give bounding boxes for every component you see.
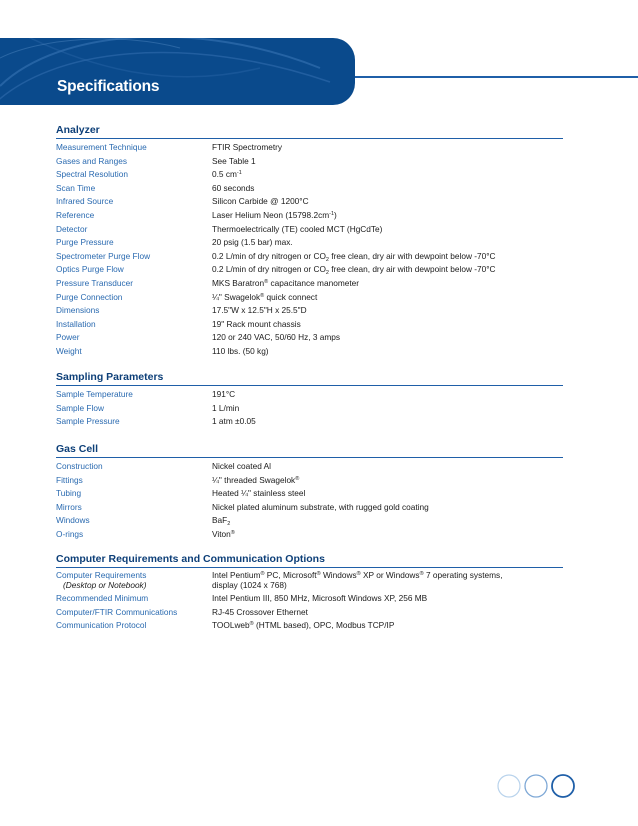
spec-label: Reference — [56, 209, 95, 220]
spec-label: Measurement Technique — [56, 142, 147, 152]
spec-rows — [56, 592, 563, 633]
registered-mark: ® — [419, 571, 424, 577]
section-computer-requirements — [56, 553, 563, 633]
circle-dark — [552, 775, 574, 797]
spec-row-infrared-source — [56, 195, 563, 209]
spec-value — [212, 528, 235, 542]
spec-value — [212, 155, 256, 169]
spec-value — [212, 388, 235, 402]
value-text: MKS Baratron — [212, 277, 265, 288]
value-text: 19" Rack mount chassis — [212, 318, 301, 329]
value-text-after: (HTML based), OPC, Modbus TCP/IP — [253, 620, 395, 631]
section-sampling-parameters — [56, 371, 563, 429]
value-text: See Table 1 — [212, 155, 256, 166]
spec-row-recommended-minimum — [56, 592, 563, 606]
spec-label: Optics Purge Flow — [56, 264, 124, 275]
spec-label: Dimensions — [56, 305, 100, 316]
section-divider — [56, 385, 563, 386]
spec-label: Recommended Minimum — [56, 593, 149, 603]
spec-row-dimensions — [56, 304, 563, 318]
value-text: 1 atm ±0.05 — [212, 416, 256, 427]
spec-table — [56, 460, 563, 542]
spec-row-computer-ftir-communications — [56, 606, 563, 620]
spec-label: Installation — [56, 318, 96, 329]
value-text: Silicon Carbide @ 1200°C — [212, 196, 309, 207]
spec-label: Detector — [56, 223, 88, 234]
spec-value — [212, 318, 301, 332]
value-part: Intel Pentium — [212, 570, 261, 580]
spec-row-mirrors — [56, 501, 563, 515]
spec-value — [212, 570, 503, 590]
spec-value — [212, 304, 307, 318]
value-text: 191°C — [212, 389, 236, 399]
spec-row-tubing — [56, 487, 563, 501]
registered-mark: ® — [356, 571, 361, 577]
spec-value — [212, 487, 305, 501]
spec-label — [56, 570, 146, 590]
spec-value — [212, 402, 239, 416]
spec-label: O-rings — [56, 528, 84, 539]
section-title: Gas Cell — [56, 443, 99, 455]
spec-label: Weight — [56, 345, 82, 356]
spec-value — [212, 606, 308, 620]
superscript: ® — [260, 292, 265, 299]
subscript: 2 — [325, 256, 329, 263]
spec-value — [212, 474, 299, 488]
value-text: 20 psig (1.5 bar) max. — [212, 237, 293, 248]
spec-label: Tubing — [56, 488, 82, 499]
value-text: 0.5 cm — [212, 169, 237, 180]
value-text: Heated ¼" stainless steel — [212, 488, 306, 499]
spec-label: Mirrors — [56, 501, 82, 512]
value-text: Intel Pentium III, 850 MHz, Microsoft Windows XP, 256 MB — [212, 593, 428, 603]
superscript: ® — [230, 529, 235, 536]
value-text: Laser Helium Neon (15798.2cm — [212, 209, 330, 220]
spec-row-spectral-resolution — [56, 168, 563, 182]
spec-row-construction — [56, 460, 563, 474]
value-text-after: free clean, dry air with dewpoint below -70°C — [328, 264, 496, 275]
section-title: Sampling Parameters — [56, 371, 164, 383]
value-text: 1 L/min — [212, 402, 240, 413]
section-title: Computer Requirements and Communication Options — [56, 553, 325, 565]
spec-table — [56, 141, 563, 359]
value-text: 17.5"W x 12.5"H x 25.5"D — [212, 305, 307, 316]
spec-row-communication-protocol — [56, 619, 563, 633]
value-text-after: quick connect — [264, 291, 318, 302]
value-text: ¼" Swagelok — [212, 291, 261, 302]
spec-value — [212, 236, 293, 250]
subscript: 2 — [325, 270, 329, 277]
value-text: RJ-45 Crossover Ethernet — [212, 606, 308, 617]
superscript: -1 — [329, 210, 335, 217]
value-text: FTIR Spectrometry — [212, 142, 283, 152]
spec-label: Sample Flow — [56, 402, 104, 413]
superscript: ® — [295, 475, 300, 482]
subscript: 2 — [227, 521, 231, 528]
registered-mark: ® — [260, 571, 265, 577]
spec-label: Communication Protocol — [56, 620, 147, 631]
value-text: ¼" threaded Swagelok — [212, 474, 296, 485]
spec-value — [212, 209, 337, 223]
spec-row-sample-temperature — [56, 388, 563, 402]
spec-value — [212, 514, 230, 528]
superscript: ® — [249, 621, 254, 628]
header-banner — [0, 38, 355, 105]
spec-sublabel: (Desktop or Notebook) — [63, 580, 147, 590]
spec-row-sample-pressure — [56, 415, 563, 429]
section-analyzer — [56, 124, 563, 359]
value-text: Thermoelectrically (TE) cooled MCT (HgCdTe) — [212, 223, 383, 234]
decorative-circles — [497, 773, 577, 799]
spec-row-weight — [56, 345, 563, 359]
spec-row-optics-purge-flow — [56, 263, 563, 277]
value-text: TOOLweb — [212, 620, 250, 631]
spec-row-pressure-transducer — [56, 277, 563, 291]
superscript: ® — [264, 278, 269, 285]
spec-label: Computer/FTIR Communications — [56, 606, 178, 617]
section-divider — [56, 457, 563, 458]
value-text-after: ) — [334, 209, 337, 220]
spec-label: Power — [56, 332, 80, 343]
value-text: Nickel coated Al — [212, 461, 272, 471]
spec-value — [212, 182, 254, 196]
spec-row-detector — [56, 223, 563, 237]
spec-value — [212, 277, 359, 291]
spec-label: Gases and Ranges — [56, 155, 128, 166]
spec-label: Sample Temperature — [56, 389, 133, 399]
spec-value — [212, 619, 394, 633]
spec-value — [212, 168, 242, 182]
spec-label: Infrared Source — [56, 196, 114, 207]
spec-row-o-rings — [56, 528, 563, 542]
spec-row-gases-and-ranges — [56, 155, 563, 169]
banner-swoosh-graphic — [0, 38, 355, 105]
spec-label: Spectrometer Purge Flow — [56, 250, 151, 261]
spec-label: Fittings — [56, 474, 83, 485]
spec-value — [212, 223, 382, 237]
circle-light — [498, 775, 520, 797]
spec-label: Pressure Transducer — [56, 277, 134, 288]
value-text: Viton — [212, 528, 231, 539]
spec-value — [212, 345, 269, 359]
spec-value — [212, 291, 317, 305]
value-part: 7 operating systems, — [423, 570, 503, 580]
value-part: XP or Windows — [360, 570, 420, 580]
spec-label: Scan Time — [56, 182, 96, 193]
superscript: -1 — [236, 170, 242, 177]
spec-value — [212, 415, 256, 429]
value-text: 60 seconds — [212, 182, 255, 193]
value-part: Windows — [320, 570, 357, 580]
spec-row-sample-flow — [56, 402, 563, 416]
spec-row-installation — [56, 318, 563, 332]
value-text: 110 lbs. (50 kg) — [212, 345, 269, 356]
section-divider — [56, 138, 563, 139]
page-title: Specifications — [57, 78, 160, 95]
section-divider — [56, 567, 563, 568]
spec-label: Sample Pressure — [56, 416, 120, 427]
spec-label: Construction — [56, 461, 103, 471]
value-text: 0.2 L/min of dry nitrogen or CO — [212, 250, 326, 261]
header-rule — [355, 76, 638, 78]
spec-table — [56, 388, 563, 429]
spec-label: Purge Connection — [56, 291, 123, 302]
section-gas-cell — [56, 443, 563, 542]
registered-mark: ® — [316, 571, 321, 577]
section-title: Analyzer — [56, 124, 100, 136]
value-text-after: capacitance manometer — [268, 277, 360, 288]
spec-label-text: Computer Requirements — [56, 570, 147, 580]
spec-value — [212, 592, 427, 606]
spec-row-windows — [56, 514, 563, 528]
spec-label: Purge Pressure — [56, 237, 114, 248]
value-text: 0.2 L/min of dry nitrogen or CO — [212, 264, 326, 275]
spec-value — [212, 501, 429, 515]
spec-value — [212, 263, 496, 277]
spec-row-spectrometer-purge-flow — [56, 250, 563, 264]
spec-row-measurement-technique — [56, 141, 563, 155]
value-text: 120 or 240 VAC, 50/60 Hz, 3 amps — [212, 332, 341, 343]
value-part: PC, Microsoft — [264, 570, 317, 580]
spec-row-computer-requirements — [56, 570, 563, 592]
circle-medium — [525, 775, 547, 797]
value-text-after: free clean, dry air with dewpoint below -70°C — [328, 250, 496, 261]
value-text: Nickel plated aluminum substrate, with rugged gold coating — [212, 501, 429, 512]
spec-value — [212, 331, 340, 345]
spec-row-power — [56, 331, 563, 345]
spec-row-reference — [56, 209, 563, 223]
spec-value — [212, 460, 271, 474]
spec-row-purge-pressure — [56, 236, 563, 250]
spec-row-fittings — [56, 474, 563, 488]
spec-value-line1 — [212, 570, 503, 580]
spec-value — [212, 141, 282, 155]
spec-row-scan-time — [56, 182, 563, 196]
spec-value — [212, 195, 309, 209]
spec-label: Spectral Resolution — [56, 169, 128, 180]
spec-row-purge-connection — [56, 291, 563, 305]
spec-table — [56, 570, 563, 633]
value-text: BaF — [212, 515, 228, 526]
spec-value — [212, 250, 496, 264]
spec-label: Windows — [56, 515, 90, 526]
spec-value-line2: display (1024 x 768) — [212, 580, 287, 590]
